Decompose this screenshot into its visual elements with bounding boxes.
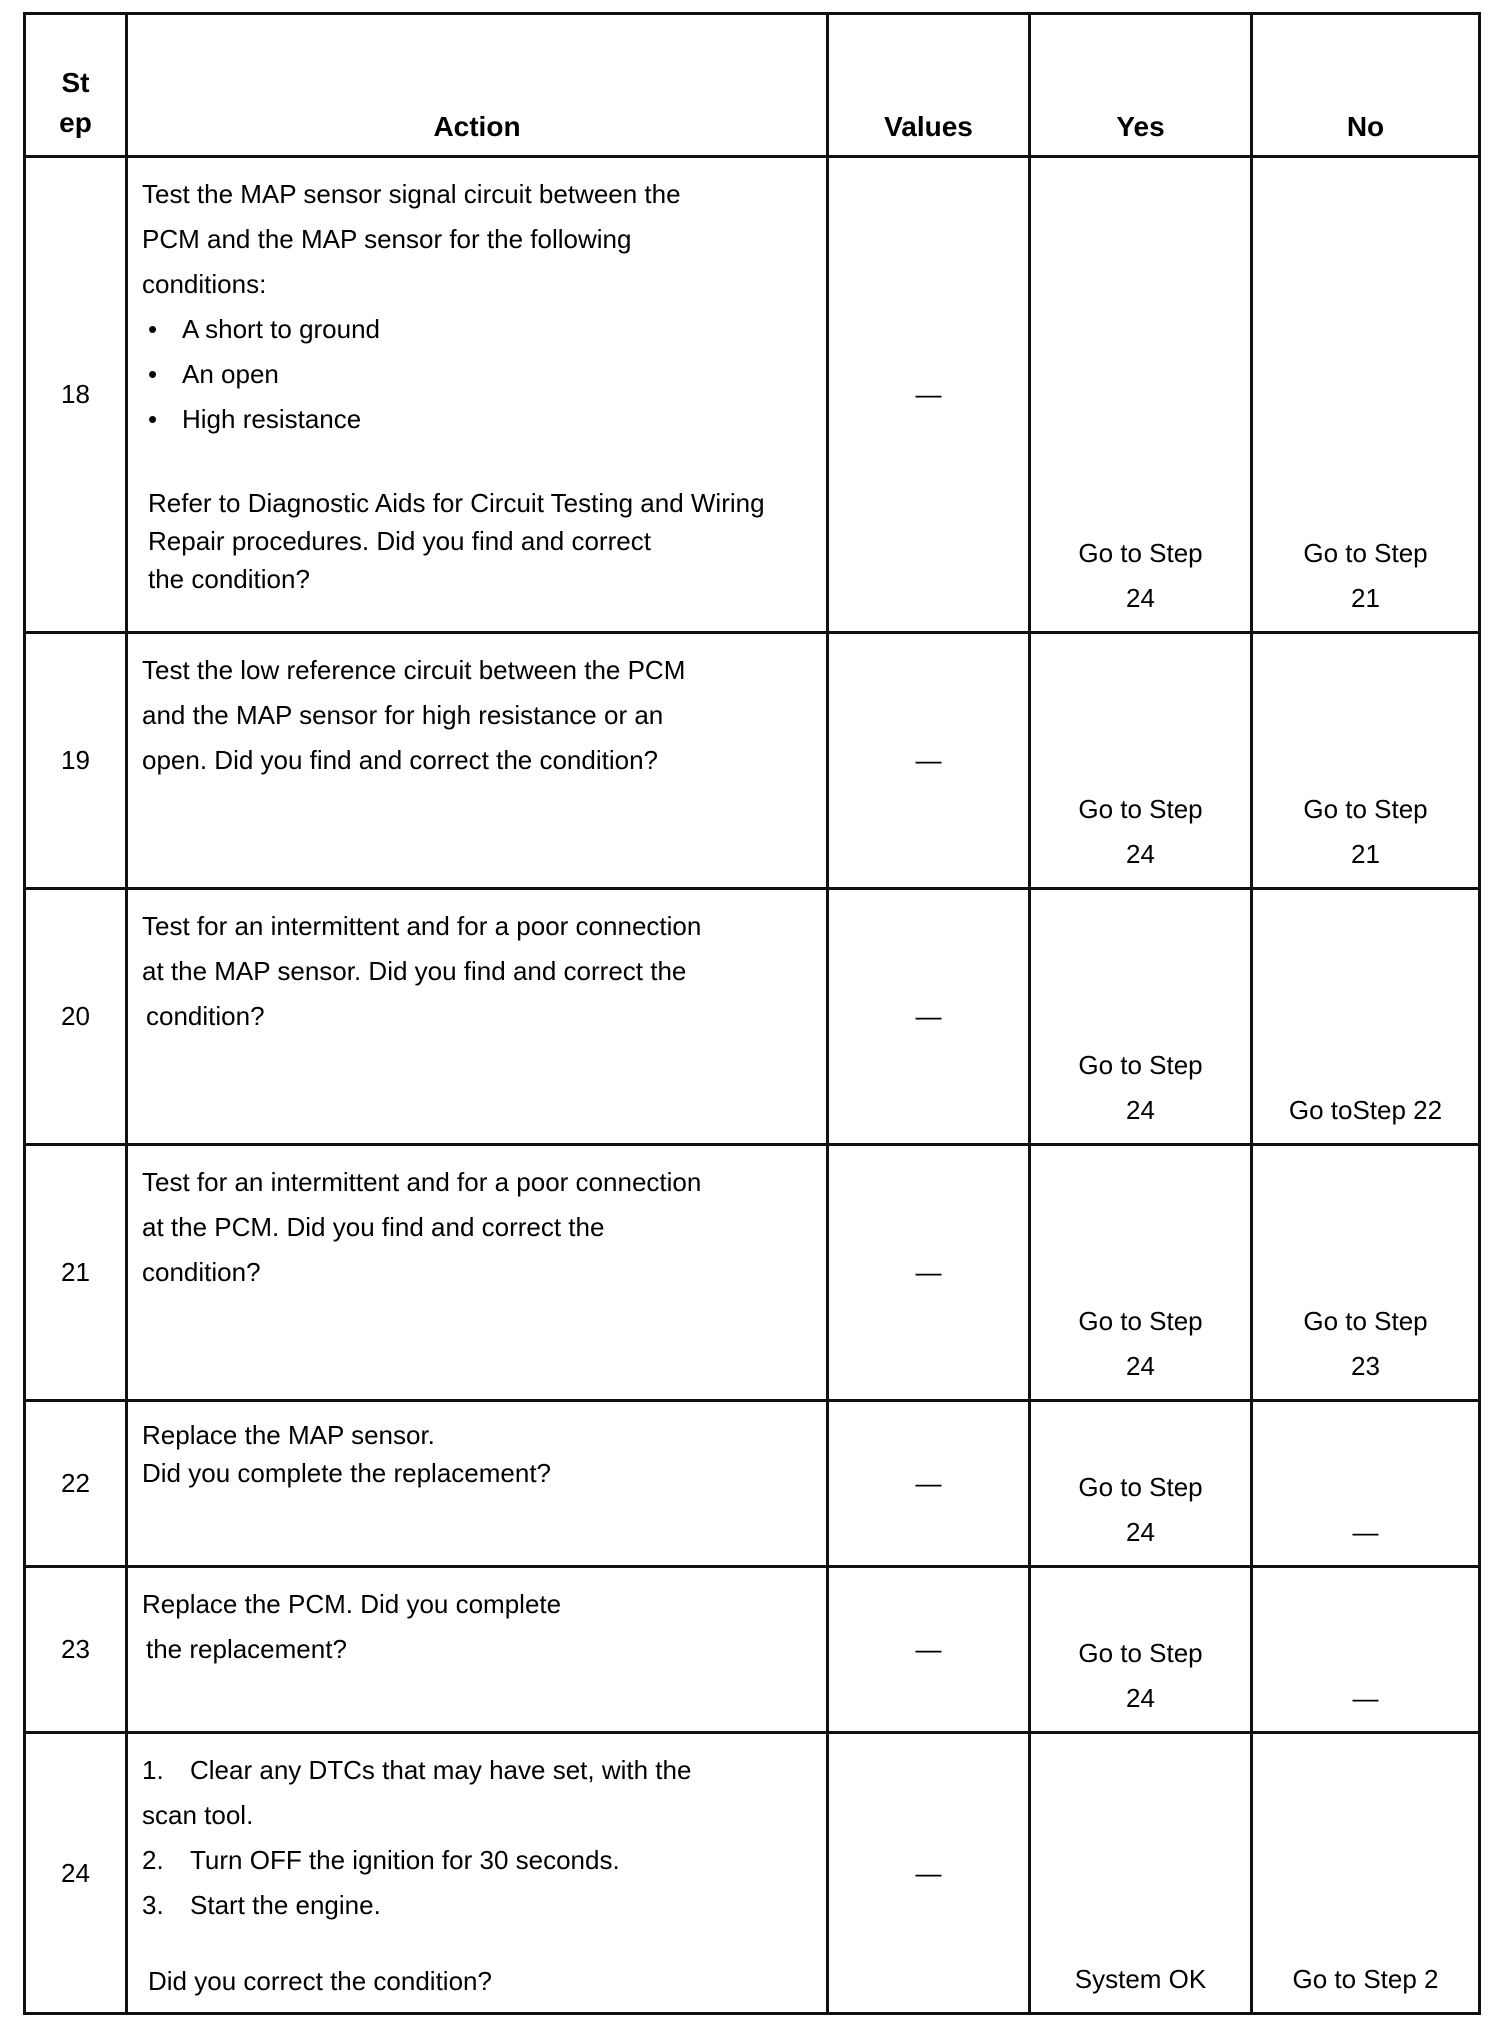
no-cell: Go to Step 21 xyxy=(1252,633,1480,889)
no-header: No xyxy=(1252,14,1480,157)
yes-cell: Go to Step 24 xyxy=(1030,1145,1252,1401)
table-row xyxy=(25,1145,1480,1401)
table-row xyxy=(25,633,1480,889)
list-item: 2. Turn OFF the ignition for 30 seconds. xyxy=(142,1845,620,1875)
step-number: 18 xyxy=(25,157,127,633)
yes-cell: System OK xyxy=(1030,1733,1252,2014)
action-note: Did you correct the condition? xyxy=(148,1966,492,1996)
yes-cell: Go to Step 24 xyxy=(1030,1401,1252,1567)
action-cell: Replace the MAP sensor. Did you complete the replacement? xyxy=(127,1401,828,1567)
table-row xyxy=(25,1401,1480,1567)
values-cell: — xyxy=(828,1145,1030,1401)
no-cell: Go toStep 22 xyxy=(1252,889,1480,1145)
values-cell: — xyxy=(828,633,1030,889)
step-number: 24 xyxy=(25,1733,127,2014)
action-cell xyxy=(127,157,828,633)
yes-cell: Go to Step 24 xyxy=(1030,633,1252,889)
list-item: • A short to ground xyxy=(142,307,806,352)
header-row xyxy=(25,14,1480,157)
table-row xyxy=(25,889,1480,1145)
action-header: Action xyxy=(127,14,828,157)
action-line: Test the MAP sensor signal circuit between the xyxy=(142,179,681,209)
yes-cell: Go to Step 24 xyxy=(1030,1567,1252,1733)
action-cell: Test for an intermittent and for a poor connection at the MAP sensor. Did you find and correct the condition? xyxy=(127,889,828,1145)
table-row xyxy=(25,1733,1480,2014)
table-row xyxy=(25,1567,1480,1733)
no-cell: Go to Step 2 xyxy=(1252,1733,1480,2014)
action-cell xyxy=(127,1733,828,2014)
step-number: 21 xyxy=(25,1145,127,1401)
step-header: St ep xyxy=(25,14,127,157)
no-cell: — xyxy=(1252,1567,1480,1733)
action-cell: Test for an intermittent and for a poor connection at the PCM. Did you find and correct the condition? xyxy=(127,1145,828,1401)
values-cell: — xyxy=(828,157,1030,633)
action-note: Refer to Diagnostic Aids for Circuit Testing and Wiring Repair procedures. Did you find and correct the condition? xyxy=(148,488,765,594)
values-cell: — xyxy=(828,889,1030,1145)
procedure-list xyxy=(142,1748,806,1928)
diagnostic-table xyxy=(23,12,1481,2015)
step-number: 20 xyxy=(25,889,127,1145)
table-row xyxy=(25,157,1480,633)
list-item-continuation: scan tool. xyxy=(142,1800,254,1830)
list-item: 3. Start the engine. xyxy=(142,1890,381,1920)
no-cell: Go to Step 23 xyxy=(1252,1145,1480,1401)
values-header: Values xyxy=(828,14,1030,157)
action-line: conditions: xyxy=(142,269,267,299)
yes-cell: Go to Step 24 xyxy=(1030,157,1252,633)
list-item: 1. Clear any DTCs that may have set, with the xyxy=(142,1755,692,1785)
yes-header: Yes xyxy=(1030,14,1252,157)
no-cell: — xyxy=(1252,1401,1480,1567)
step-number: 19 xyxy=(25,633,127,889)
values-cell: — xyxy=(828,1567,1030,1733)
action-cell: Replace the PCM. Did you complete the replacement? xyxy=(127,1567,828,1733)
values-cell: — xyxy=(828,1733,1030,2014)
yes-cell: Go to Step 24 xyxy=(1030,889,1252,1145)
values-cell: — xyxy=(828,1401,1030,1567)
list-item: • An open xyxy=(142,352,806,397)
action-line: PCM and the MAP sensor for the following xyxy=(142,224,632,254)
list-item: • High resistance xyxy=(142,397,806,442)
step-number: 23 xyxy=(25,1567,127,1733)
action-cell: Test the low reference circuit between the PCM and the MAP sensor for high resistance or an open. Did you find and correct the condition? xyxy=(127,633,828,889)
no-cell: Go to Step 21 xyxy=(1252,157,1480,633)
step-number: 22 xyxy=(25,1401,127,1567)
condition-list xyxy=(142,307,806,442)
